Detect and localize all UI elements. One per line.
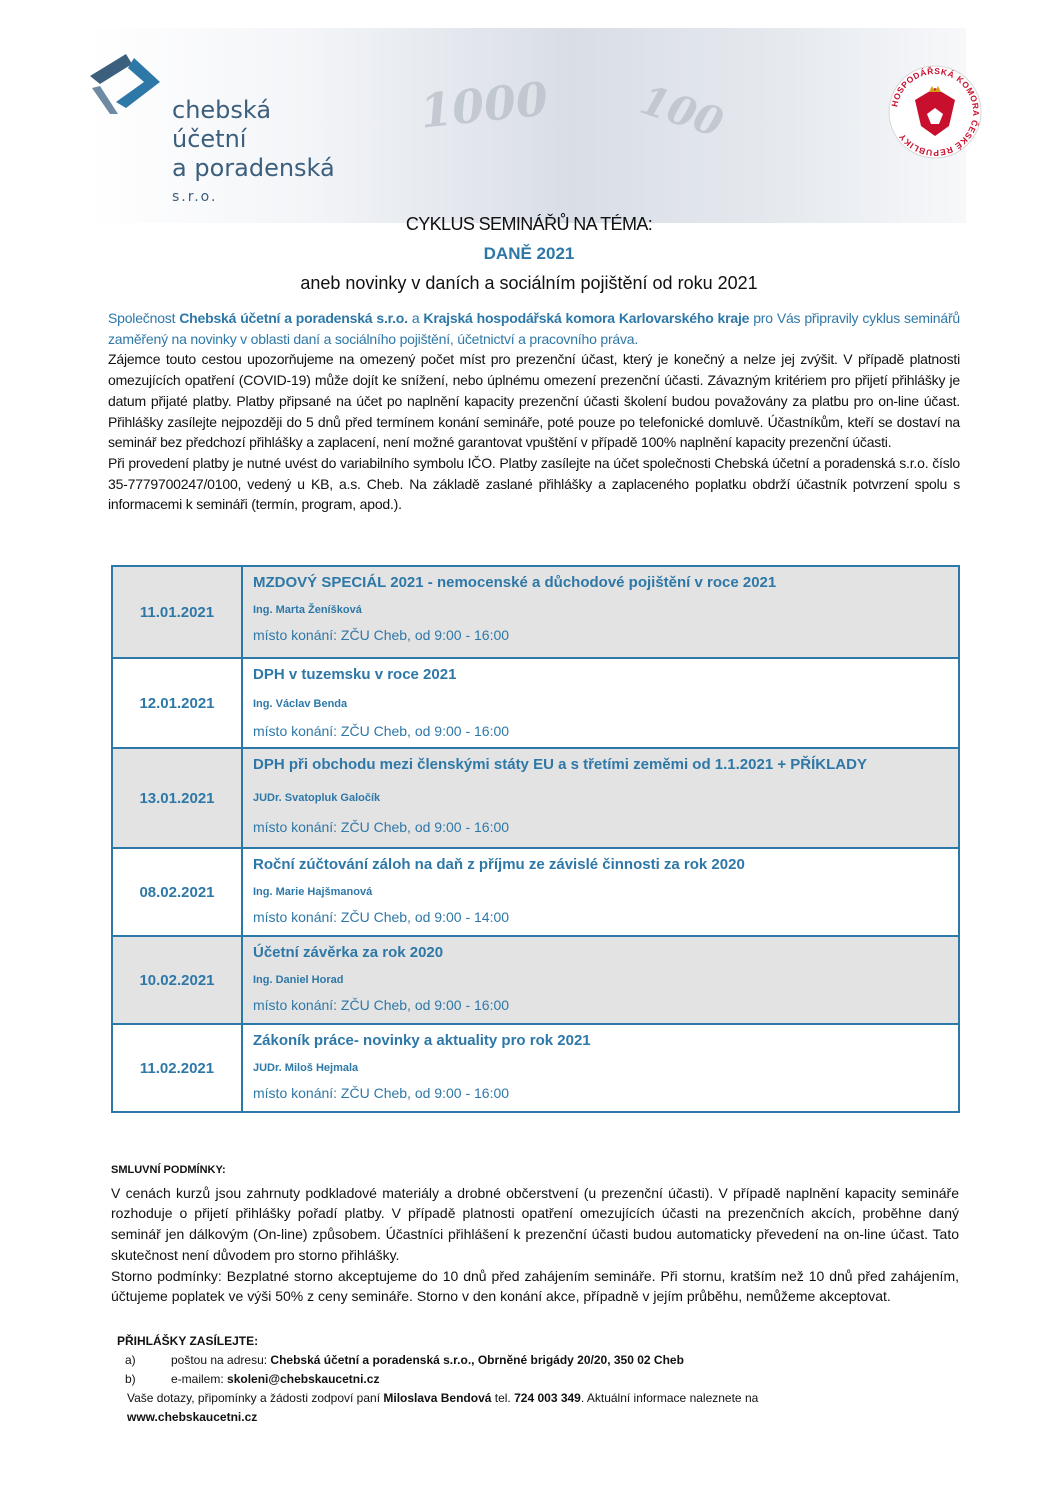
seminar-title: Zákoník práce- novinky a aktuality pro rok 2021 xyxy=(253,1032,591,1049)
contact-label-a: a) xyxy=(125,1353,136,1367)
contact-address: Chebská účetní a poradenská s.r.o., Obrněné brigády 20/20, 350 02 Cheb xyxy=(270,1353,684,1367)
seminar-row xyxy=(113,937,958,1025)
contact-post-text: poštou na adresu: xyxy=(171,1353,271,1367)
title-line-3: aneb novinky v daních a sociálním pojištění od roku 2021 xyxy=(300,273,758,293)
seminar-lecturer: Ing. Marie Hajšmanová xyxy=(253,886,373,898)
seminar-title: Roční zúčtování záloh na daň z příjmu ze závislé činnosti za rok 2020 xyxy=(253,856,745,873)
banknote-1000-text: 1000 xyxy=(417,71,551,139)
seminar-place: místo konání: ZČU Cheb, od 9:00 - 16:00 xyxy=(253,997,510,1013)
terms-paragraph-2: Storno podmínky: Bezplatné storno akceptujeme do 10 dnů před zahájením semináře. Při stornu, kratším než 10 dnů před zahájením, účtujeme poplatek ve výši 50% z ceny semináře. Storno v den konání akce, případně v jejím průběhu, nemůžeme akceptovat. xyxy=(111,1267,959,1305)
contact-post xyxy=(171,1351,684,1370)
seminar-place: místo konání: ZČU Cheb, od 9:00 - 14:00 xyxy=(253,909,510,925)
seminar-title: MZDOVÝ SPECIÁL 2021 - nemocenské a důchodové pojištění v roce 2021 xyxy=(253,574,777,591)
logo-line-3: a poradenská xyxy=(172,154,335,182)
seminar-place: místo konání: ZČU Cheb, od 9:00 - 16:00 xyxy=(253,723,510,739)
seminar-place: místo konání: ZČU Cheb, od 9:00 - 16:00 xyxy=(253,627,510,643)
title-line-2: DANĚ 2021 xyxy=(483,244,575,263)
contact-note-e: . Aktuální informace naleznete na xyxy=(580,1391,759,1405)
banknote-100-text: 100 xyxy=(634,76,729,147)
seminar-info xyxy=(243,1025,958,1111)
seminar-row xyxy=(113,849,958,937)
seminar-lecturer: Ing. Daniel Horad xyxy=(253,974,344,986)
seminar-lecturer: Ing. Václav Benda xyxy=(253,698,348,710)
seminar-table xyxy=(111,565,960,1113)
seminar-title: Účetní závěrka za rok 2020 xyxy=(253,944,444,961)
svg-text:HOSPODÁŘSKÁ KOMORA ČESKÉ REPUB: HOSPODÁŘSKÁ KOMORA ČESKÉ REPUBLIKY xyxy=(889,65,982,159)
intro-p1-e: pro Vás připravily cyklus seminářů zaměřený na novinky v oblasti daní a sociálního pojištění, účetnictví a pracovního práva. xyxy=(108,310,961,347)
seminar-lecturer: JUDr. Miloš Hejmala xyxy=(253,1062,359,1074)
contact-label-b: b) xyxy=(125,1372,136,1386)
logo-line-2: účetní xyxy=(172,125,247,153)
company-logo-text xyxy=(172,96,335,207)
seminar-date: 12.01.2021 xyxy=(113,659,243,747)
seminar-title: DPH při obchodu mezi členskými státy EU a s třetími zeměmi od 1.1.2021 + PŘÍKLADY xyxy=(253,756,867,773)
seminar-date: 08.02.2021 xyxy=(113,849,243,935)
logo-line-1: chebská xyxy=(172,96,272,124)
contact-item-email xyxy=(111,1370,959,1389)
intro-p1-company: Chebská účetní a poradenská s.r.o. xyxy=(179,310,408,326)
contact-item-post xyxy=(111,1351,959,1370)
seminar-info xyxy=(243,659,958,747)
seminar-row xyxy=(113,567,958,659)
seminar-date: 11.01.2021 xyxy=(113,567,243,657)
seminar-date: 13.01.2021 xyxy=(113,749,243,847)
hk-emblem-icon xyxy=(885,62,985,162)
seminar-date: 11.02.2021 xyxy=(113,1025,243,1111)
seminar-title: DPH v tuzemsku v roce 2021 xyxy=(253,666,457,683)
seminar-row xyxy=(113,749,958,849)
intro-p1-c: a xyxy=(407,310,424,326)
seminar-place: místo konání: ZČU Cheb, od 9:00 - 16:00 xyxy=(253,1085,510,1101)
contact-person: Miloslava Bendová xyxy=(383,1391,492,1405)
intro-paragraph-3: Při provedení platby je nutné uvést do variabilního symbolu IČO. Platby zasílejte na účet společnosti Chebská účetní a poradenská s.r.o. číslo 35-7779700247/0100, vedený u KB, a.s. Cheb. Na základě zaslané přihlášky a zaplaceného poplatku obdrží účastník potvrzení spolu s informacemi k semináři (termín, program, apod.). xyxy=(108,454,960,513)
seminar-lecturer: JUDr. Svatopluk Galočík xyxy=(253,792,381,804)
intro-paragraph-2: Zájemce touto cestou upozorňujeme na omezený počet míst pro prezenční účast, který je konečný a nelze jej zvýšit. V případě platnosti omezujících opatření (COVID-19) může dojít ke snížení, nebo úplnému omezení prezenční účasti. Závazným kritériem pro přijetí přihlášky je datum přijaté platby. Platby připsané na účet po naplnění kapacity prezenční účasti školení budou považovány za platbu pro on-line účast. Přihlášky zasílejte nejpozději do 5 dnů před termínem konání semináře, poté pouze po telefonické domluvě. Účastníkům, kteří se dostaví na seminář bez předchozí přihlášky a zaplacení, není možné garantovat vpuštění v případě 100% naplnění kapacity prezenční účasti. xyxy=(108,351,960,451)
seminar-info xyxy=(243,567,958,657)
seminar-place: místo konání: ZČU Cheb, od 9:00 - 16:00 xyxy=(253,819,510,835)
contact-section xyxy=(111,1332,959,1427)
seminar-date: 10.02.2021 xyxy=(113,937,243,1023)
company-logo-icon xyxy=(86,52,164,114)
contact-email xyxy=(171,1370,379,1389)
seminar-info xyxy=(243,749,958,847)
contact-phone: 724 003 349 xyxy=(514,1391,581,1405)
intro-text xyxy=(108,308,960,515)
contact-email-text: e-mailem: xyxy=(171,1372,228,1386)
seminar-info xyxy=(243,849,958,935)
intro-p1-chamber: Krajská hospodářská komora Karlovarského kraje xyxy=(423,310,750,326)
seminar-row xyxy=(113,659,958,749)
contact-note xyxy=(111,1389,959,1408)
seminar-row xyxy=(113,1025,958,1111)
title-line-1: CYKLUS SEMINÁŘŮ NA TÉMA: xyxy=(405,214,653,234)
contact-email-address[interactable]: skoleni@chebskaucetni.cz xyxy=(227,1372,380,1386)
terms-paragraph-1: V cenách kurzů jsou zahrnuty podkladové materiály a drobné občerstvení (u prezenční účasti). V případě naplnění kapacity semináře rozhoduje o přijetí přihlášky pořadí platby. V případě platnosti opatření omezujících účasti na prezenčních akcích, proběhne daný seminář jen dálkovým (On-line) způsobem. Účastníci přihlášení k prezenční účasti budou automaticky převedení na on-line účast. Tato skutečnost není důvodem pro storno přihlášky. xyxy=(111,1184,959,1263)
seminar-info xyxy=(243,937,958,1023)
contact-note-a: Vaše dotazy, připomínky a žádosti zodpoví paní xyxy=(127,1391,384,1405)
website-link[interactable]: www.chebskaucetni.cz xyxy=(127,1410,258,1424)
intro-paragraph-1 xyxy=(108,308,960,349)
logo-sub: s.r.o. xyxy=(172,189,218,205)
contact-note-c: tel. xyxy=(491,1391,515,1405)
seminar-lecturer: Ing. Marta Ženíšková xyxy=(253,604,362,616)
terms-section xyxy=(111,1160,959,1307)
terms-heading: SMLUVNÍ PODMÍNKY: xyxy=(111,1164,226,1176)
contact-heading: PŘIHLÁŠKY ZASÍLEJTE: xyxy=(117,1334,259,1348)
intro-p1-a: Společnost xyxy=(108,310,180,326)
